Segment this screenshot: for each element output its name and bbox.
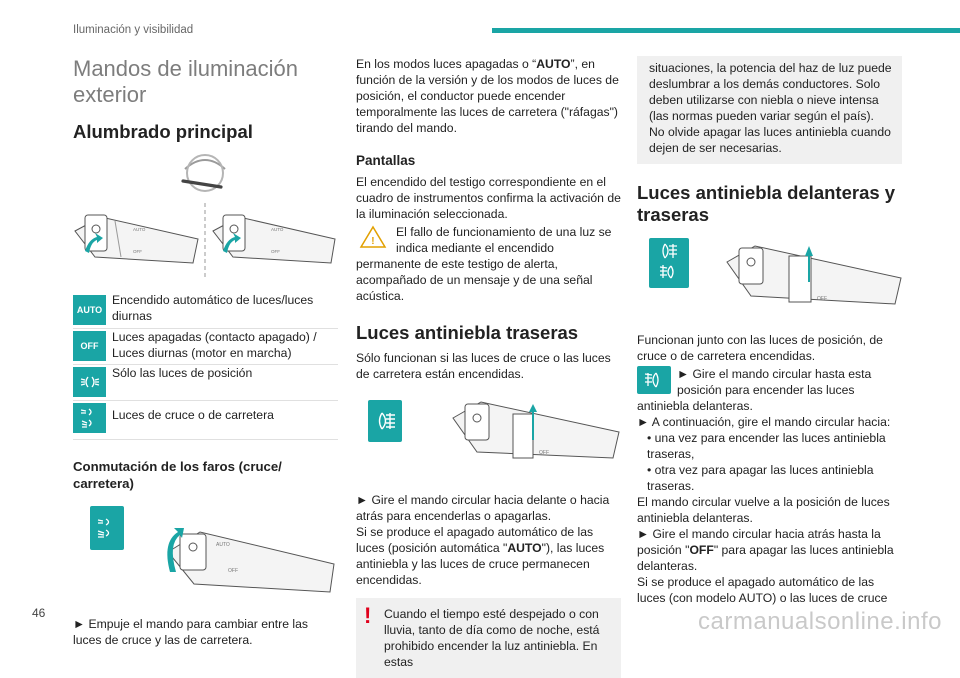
displays-warning-text: El fallo de funcionamiento de una luz se indica mediante el encendido permanente de este testigo de alerta, acompañado de un mensaje y de una señal acústica. — [356, 225, 612, 303]
svg-text:AUTO: AUTO — [216, 542, 230, 548]
running-header: Iluminación y visibilidad — [73, 24, 194, 36]
fr-step-3-off: OFF — [689, 543, 714, 557]
svg-text:OFF: OFF — [271, 249, 280, 254]
legend-row-position — [73, 365, 338, 401]
fr-step-1-text: ► Gire el mando circular hasta esta posición para encender las luces antiniebla delanteras. — [637, 367, 872, 413]
fr-step-3-text: ► Gire el mando circular hacia atrás hasta la posición " — [637, 527, 881, 557]
low-high-beam-icon — [73, 403, 106, 433]
alert-text: Cuando el tiempo esté despejado o con lluvia, tanto de día como de noche, está prohibido encender la luz antiniebla. En estas — [384, 607, 600, 669]
fog-prohibition-alert-cont — [637, 56, 902, 164]
rear-fog-instruction-1: ► Gire el mando circular hacia delante o hacia atrás para encenderlas o apagarlas. — [356, 493, 610, 523]
fr-bullet-1: • una vez para encender las luces antiniebla traseras, — [647, 431, 886, 461]
watermark: carmanualsonline.info — [698, 608, 942, 635]
position-lights-icon — [73, 367, 106, 397]
fog-icons-box — [649, 238, 689, 288]
svg-text:OFF: OFF — [817, 296, 827, 302]
svg-text:AUTO: AUTO — [271, 227, 284, 232]
page-title: Mandos de iluminación exterior — [73, 56, 299, 107]
legend-text: Encendido automático de luces/luces diurnas — [112, 293, 314, 323]
svg-text:OFF: OFF — [539, 450, 549, 456]
fog-prohibition-alert — [356, 598, 621, 678]
headlamp-lever-illustration — [73, 201, 338, 277]
beam-switch-icon-box — [90, 506, 124, 550]
svg-text:OFF: OFF — [228, 568, 238, 574]
heading-rear-fog: Luces antiniebla traseras — [356, 322, 579, 343]
instr2-auto: AUTO — [507, 541, 542, 555]
legend-row-auto — [73, 289, 338, 329]
rear-fog-icon-box — [368, 400, 402, 442]
beam-switch-illustration — [73, 502, 338, 602]
fr-step-2: ► A continuación, gire el mando circular hacia: — [637, 415, 891, 429]
displays-warning — [356, 224, 621, 304]
beam-switch-text: ► Empuje el mando para cambiar entre las luces de cruce y las de carretera. — [73, 617, 308, 647]
fr-return: El mando circular vuelve a la posición de luces antiniebla delanteras. — [637, 495, 890, 525]
column-3 — [637, 56, 902, 606]
heading-displays: Pantallas — [356, 153, 416, 168]
legend-text: Luces apagadas (contacto apagado) / Luces diurnas (motor en marcha) — [112, 330, 317, 360]
exclamation-icon: ! — [364, 603, 372, 628]
column-1 — [73, 56, 338, 648]
page-number: 46 — [32, 606, 46, 620]
fr-step-3 — [637, 526, 902, 574]
instr2-text-cont: "), las luces antiniebla y las luces de cruce permanecen encendidas. — [356, 541, 605, 587]
legend-row-off — [73, 329, 338, 365]
fr-bullet-2: • otra vez para apagar las luces antiniebla traseras. — [647, 463, 874, 493]
heading-main-lighting: Alumbrado principal — [73, 121, 253, 142]
heading-front-rear-fog: Luces antiniebla delanteras y traseras — [637, 182, 896, 225]
legend-text: Luces de cruce o de carretera — [112, 408, 274, 422]
warning-triangle-icon — [358, 224, 388, 250]
instr2-text: Si se produce el apagado automático de las luces (posición automática " — [356, 525, 594, 555]
displays-text: El encendido del testigo correspondiente en el cuadro de instrumentos confirma la activación de la iluminación seleccionada. — [356, 175, 621, 221]
flash-text: En los modos luces apagadas o “ — [356, 57, 537, 71]
svg-text:OFF: OFF — [133, 249, 142, 254]
legend-text: Sólo las luces de posición — [112, 366, 253, 380]
rear-fog-intro: Sólo funcionan si las luces de cruce o las luces de carretera están encendidas. — [356, 351, 611, 381]
rear-fog-illustration — [356, 392, 621, 476]
front-fog-icon — [637, 366, 671, 394]
alert-text-cont: situaciones, la potencia del haz de luz puede deslumbrar a los demás conductores. Solo deben utilizarse con niebla o nieve intensa (las normas pueden variar según el país). No olvide apagar las luces antiniebla cuando dejen de ser necesarias. — [649, 61, 892, 155]
off-icon: OFF — [73, 331, 106, 361]
lighting-legend — [73, 289, 338, 440]
legend-row-beam — [73, 401, 338, 440]
flash-text-auto: AUTO — [536, 57, 571, 71]
fr-auto: Si se produce el apagado automático de las luces (con modelo AUTO) o las luces de cruce — [637, 575, 888, 605]
column-2 — [356, 56, 621, 678]
fr-step-1 — [637, 366, 902, 414]
fr-intro: Funcionan junto con las luces de posición, de cruce o de carretera encendidas. — [637, 333, 883, 363]
fr-step-3-text-cont: " para apagar las luces antiniebla delanteras. — [637, 543, 894, 573]
auto-icon: AUTO — [73, 295, 106, 325]
flash-text-cont: ”, en función de la versión y de los modos de luces de posición, el conductor puede encender temporalmente las luces de carretera ("ráfagas") tirando del mando. — [356, 57, 619, 135]
heading-beam-switch: Conmutación de los faros (cruce/ carretera) — [73, 459, 282, 491]
svg-text:!: ! — [371, 236, 375, 247]
rear-fog-instruction-2 — [356, 524, 621, 588]
steering-wheel-icon — [73, 151, 338, 193]
svg-text:AUTO: AUTO — [133, 227, 146, 232]
flash-paragraph — [356, 56, 621, 136]
front-rear-fog-illustration — [637, 238, 902, 318]
header-accent-bar — [492, 28, 960, 33]
